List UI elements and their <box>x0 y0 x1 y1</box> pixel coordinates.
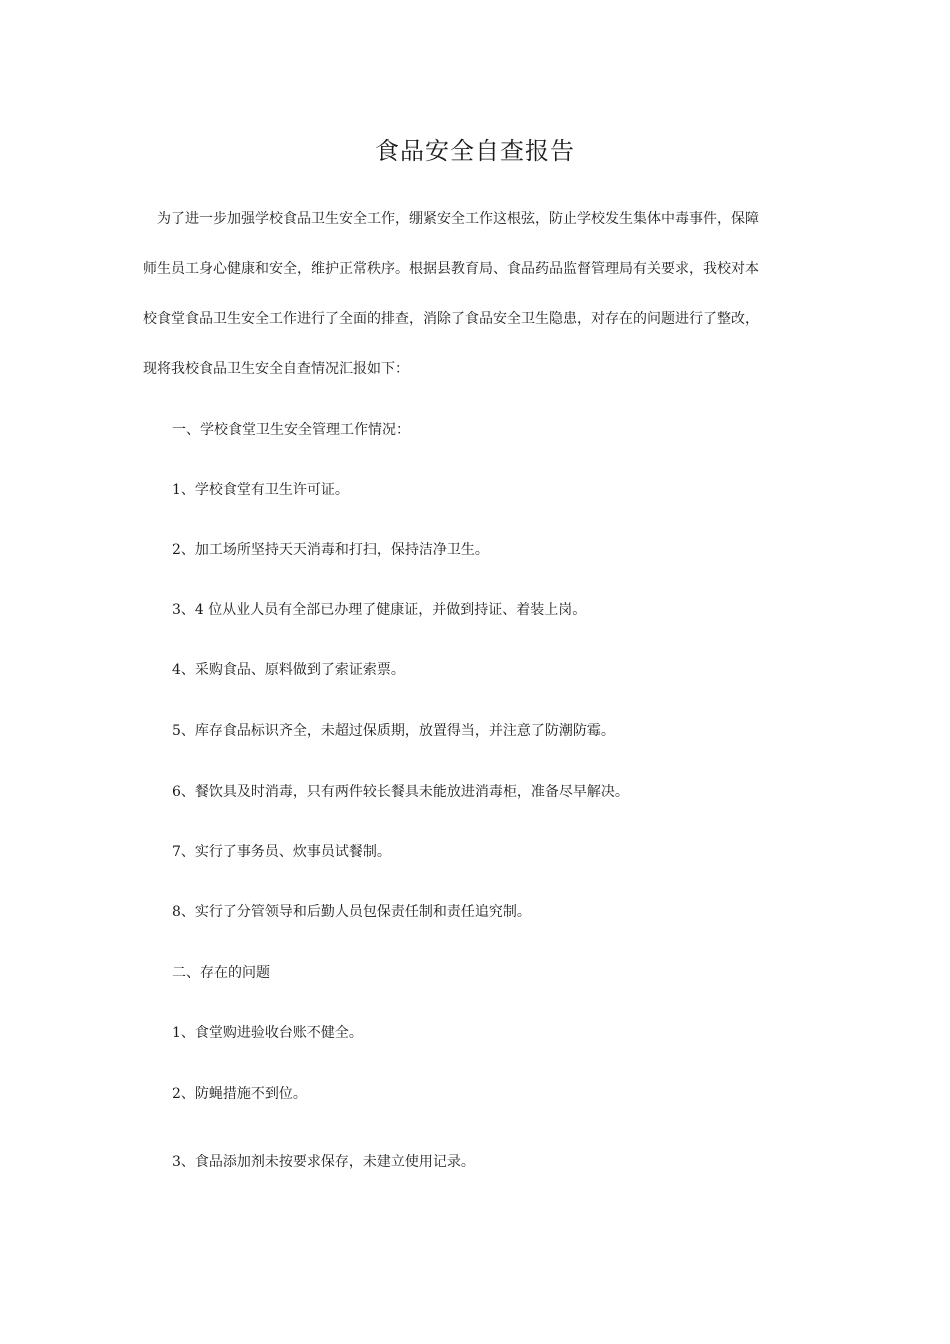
section1-item-4: 4、采购食品、原料做到了索证索票。 <box>172 662 405 678</box>
document-title: 食品安全自查报告 <box>375 137 575 165</box>
section2-heading: 二、存在的问题 <box>172 965 270 981</box>
section2-item-2: 2、防蝇措施不到位。 <box>172 1086 307 1102</box>
section2-item-1: 1、食堂购进验收台账不健全。 <box>172 1025 363 1041</box>
intro-line-1: 为了进一步加强学校食品卫生安全工作，绷紧安全工作这根弦，防止学校发生集体中毒事件，保障 <box>157 211 759 227</box>
section1-item-7: 7、实行了事务员、炊事员试餐制。 <box>172 844 391 860</box>
intro-line-4: 现将我校食品卫生安全自查情况汇报如下： <box>143 361 409 377</box>
section1-item-3: 3、4 位从业人员有全部已办理了健康证，并做到持证、着装上岗。 <box>172 602 587 618</box>
section1-item-5: 5、库存食品标识齐全，未超过保质期，放置得当，并注意了防潮防霉。 <box>172 723 615 739</box>
section1-item-1: 1、学校食堂有卫生许可证。 <box>172 482 349 498</box>
intro-line-3: 校食堂食品卫生安全工作进行了全面的排查，消除了食品安全卫生隐患，对存在的问题进行了整改， <box>143 311 759 327</box>
section1-item-2: 2、加工场所坚持天天消毒和打扫，保持洁净卫生。 <box>172 542 489 558</box>
section1-heading: 一、学校食堂卫生安全管理工作情况： <box>172 422 410 438</box>
section2-item-3: 3、食品添加剂未按要求保存，未建立使用记录。 <box>172 1154 475 1170</box>
section1-item-8: 8、实行了分管领导和后勤人员包保责任制和责任追究制。 <box>172 904 531 920</box>
intro-line-2: 师生员工身心健康和安全，维护正常秩序。根据县教育局、食品药品监督管理局有关要求，我校对本 <box>143 261 759 277</box>
section1-item-6: 6、餐饮具及时消毒，只有两件较长餐具未能放进消毒柜，准备尽早解决。 <box>172 784 629 800</box>
